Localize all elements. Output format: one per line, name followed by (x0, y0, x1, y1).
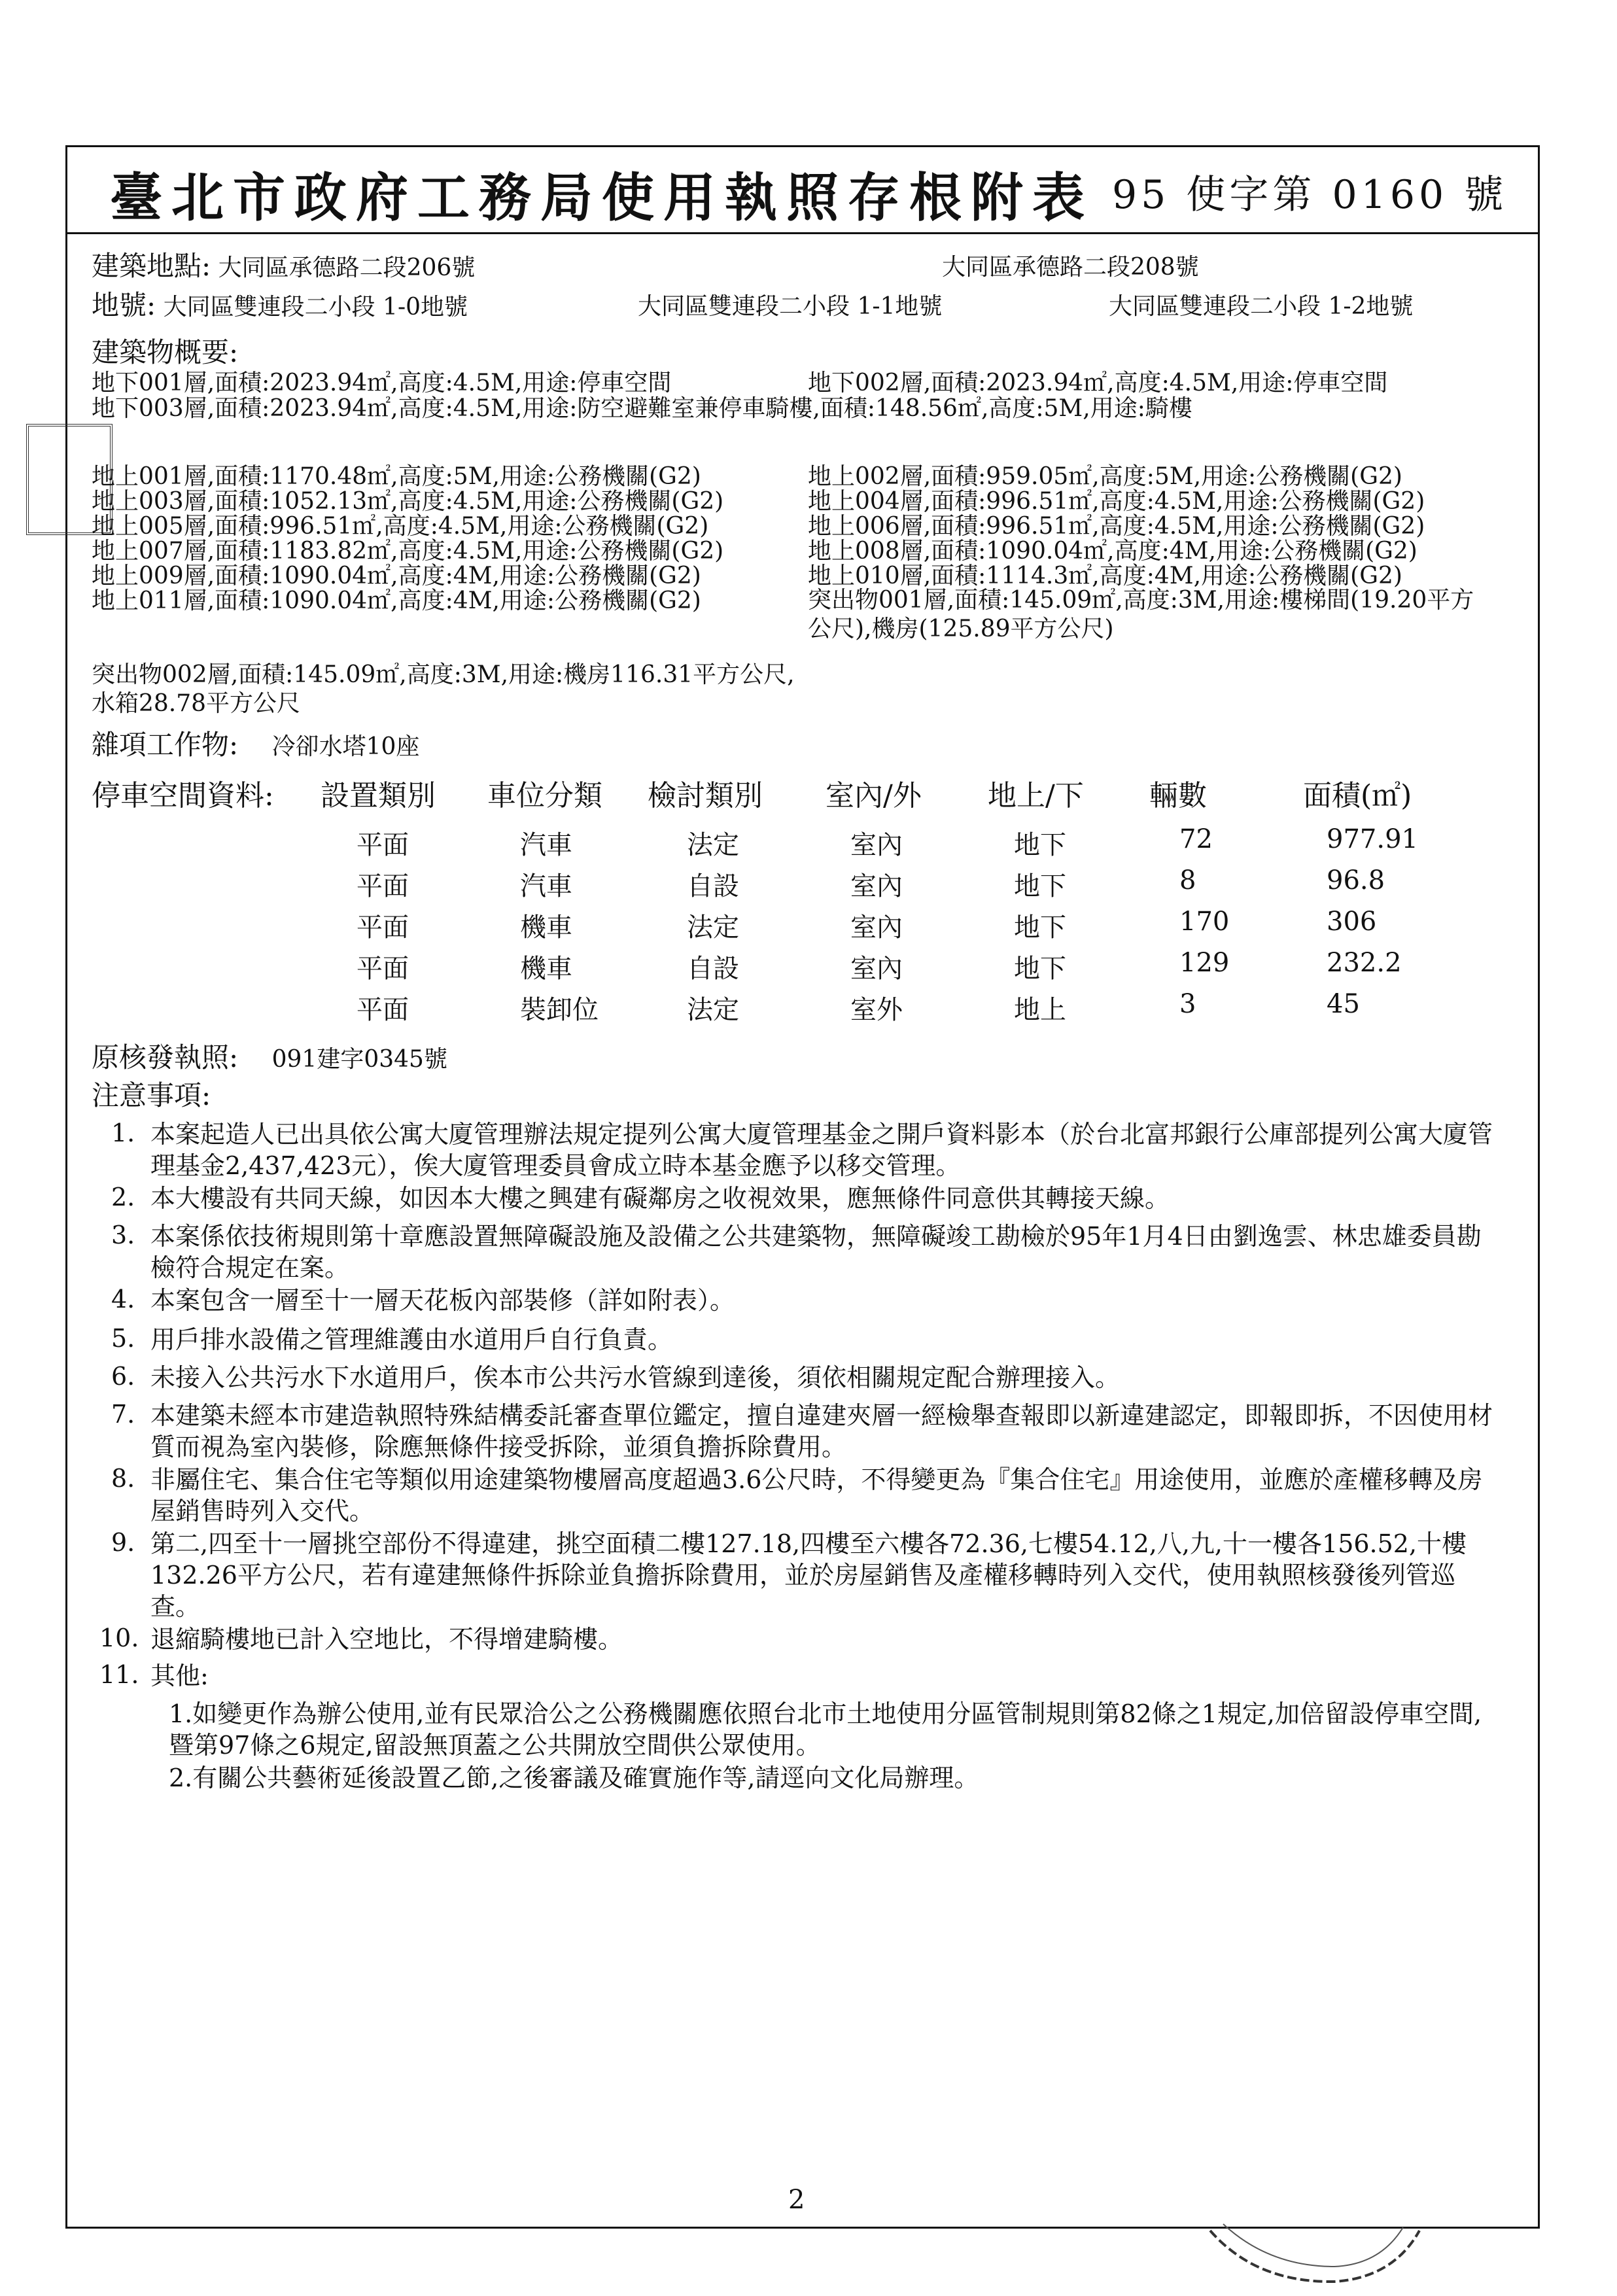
parking-cell: 自設 (687, 954, 739, 984)
overview-line: 突出物001層,面積:145.09㎡,高度:3M,用途:樓梯間(19.20平方公尺),機房(125.89平方公尺) (808, 587, 1474, 642)
note-text: 其他: (150, 1661, 209, 1690)
original-permit-value: 091建字0345號 (271, 1046, 447, 1073)
overview-line: 地上009層,面積:1090.04㎡,高度:4M,用途:公務機關(G2) (92, 563, 701, 589)
note-text: 退縮騎樓地已計入空地比，不得增建騎樓。 (150, 1625, 623, 1654)
parking-cell: 平面 (356, 871, 409, 901)
parking-cell: 地下 (1014, 913, 1066, 943)
parking-cell: 地上 (1014, 995, 1066, 1025)
location-label: 建築地點: (92, 250, 211, 282)
parking-cell: 地下 (1014, 830, 1066, 860)
parking-cell: 自設 (687, 871, 739, 901)
note-text: 本案係依技術規則第十章應設置無障礙設施及設備之公共建築物，無障礙竣工勘檢於95年1月4日由劉逸雲、林忠雄委員勘檢符合規定在案。 (150, 1222, 1482, 1282)
overview-line: 地下003層,面積:2023.94㎡,高度:4.5M,用途:防空避難室兼停車騎樓,面積:148.56㎡,高度:5M,用途:騎樓 (92, 395, 1192, 422)
parking-cell: 平面 (356, 954, 409, 984)
seal-stamp-icon (1204, 2204, 1426, 2296)
overview-line: 地上003層,面積:1052.13㎡,高度:4.5M,用途:公務機關(G2) (92, 488, 724, 515)
overview-line: 地下001層,面積:2023.94㎡,高度:4.5M,用途:停車空間 (92, 370, 672, 396)
overview-label: 建築物概要: (92, 336, 239, 368)
parking-cell: 室外 (850, 995, 903, 1025)
note-text: 未接入公共污水下水道用戶，俟本市公共污水管線到達後，須依相關規定配合辦理接入。 (150, 1363, 1121, 1392)
parking-cell: 地下 (1014, 871, 1066, 901)
note-text: 非屬住宅、集合住宅等類似用途建築物樓層高度超過3.6公尺時，不得變更為『集合住宅』用途使用，並應於產權移轉及房屋銷售時列入交代。 (150, 1465, 1483, 1525)
overview-line: 地上006層,面積:996.51㎡,高度:4.5M,用途:公務機關(G2) (808, 513, 1425, 540)
parking-cell: 129 (1179, 948, 1230, 978)
overview-line: 地上011層,面積:1090.04㎡,高度:4M,用途:公務機關(G2) (92, 587, 701, 614)
lot-label: 地號: (92, 289, 156, 321)
location-value-2: 大同區承德路二段208號 (942, 254, 1199, 281)
note-number: 9. (111, 1528, 135, 1557)
parking-cell: 地下 (1014, 954, 1066, 984)
parking-cell: 室內 (850, 830, 903, 860)
original-permit-label: 原核發執照: (92, 1041, 239, 1073)
parking-cell: 170 (1179, 907, 1230, 937)
location-row (92, 252, 475, 282)
parking-cell: 法定 (687, 995, 739, 1025)
lot-row (92, 289, 468, 321)
note-number: 1. (111, 1119, 135, 1147)
parking-cell: 8 (1179, 865, 1196, 896)
permit-number: 95 使字第 0160 號 (1112, 172, 1508, 218)
overview-line: 地上008層,面積:1090.04㎡,高度:4M,用途:公務機關(G2) (808, 538, 1417, 565)
note-text: 本案起造人已出具依公寓大廈管理辦法規定提列公寓大廈管理基金之開戶資料影本（於台北富邦銀行公庫部提列公寓大廈管理基金2,437,423元），俟大廈管理委員會成立時本基金應予以移交管理。 (150, 1120, 1493, 1180)
note-number: 7. (111, 1400, 135, 1429)
parking-cell: 232.2 (1327, 948, 1402, 978)
parking-cell: 汽車 (520, 871, 572, 901)
header-divider (65, 232, 1540, 234)
note-number: 3. (111, 1221, 135, 1249)
lot-value-2: 大同區雙連段二小段 1-1地號 (638, 293, 943, 320)
overview-line: 地上005層,面積:996.51㎡,高度:4.5M,用途:公務機關(G2) (92, 513, 709, 540)
overview-line: 地上004層,面積:996.51㎡,高度:4.5M,用途:公務機關(G2) (808, 488, 1425, 515)
parking-label: 停車空間資料: (92, 779, 274, 812)
note-number: 8. (111, 1464, 135, 1493)
overview-extra: 突出物002層,面積:145.09㎡,高度:3M,用途:機房116.31平方公尺,水箱28.78平方公尺 (92, 661, 795, 717)
parking-header: 設置類別 (321, 779, 436, 812)
parking-cell: 977.91 (1327, 824, 1418, 854)
misc-label: 雜項工作物: (92, 729, 239, 761)
parking-cell: 室內 (850, 871, 903, 901)
page-title: 臺北市政府工務局使用執照存根附表 (110, 167, 1094, 228)
parking-header: 室內/外 (826, 779, 922, 812)
parking-cell: 3 (1179, 989, 1196, 1019)
parking-cell: 室內 (850, 913, 903, 943)
lot-value-1: 大同區雙連段二小段 1-0地號 (163, 294, 468, 321)
parking-cell: 平面 (356, 913, 409, 943)
note-text: 本案包含一層至十一層天花板內部裝修（詳如附表）。 (150, 1286, 735, 1315)
note-sub-item: 1.如變更作為辦公使用,並有民眾洽公之公務機關應依照台北市土地使用分區管制規則第82條之1規定,加倍留設停車空間,暨第97條之6規定,留設無頂蓋之公共開放空間供公眾使用。 (169, 1699, 1482, 1760)
note-number: 2. (111, 1183, 135, 1211)
page-number: 2 (788, 2185, 805, 2215)
note-text: 本大樓設有共同天線，如因本大樓之興建有礙鄰房之收視效果，應無條件同意供其轉接天線。 (150, 1184, 1170, 1213)
notes-label: 注意事項: (92, 1079, 211, 1111)
parking-header: 面積(㎡) (1303, 779, 1412, 812)
misc-row (92, 731, 419, 761)
note-number: 11. (99, 1660, 139, 1689)
parking-header: 地上/下 (988, 779, 1084, 812)
parking-header: 輛數 (1149, 779, 1207, 812)
parking-cell: 法定 (687, 830, 739, 860)
note-sub-item: 2.有關公共藝術延後設置乙節,之後審議及確實施作等,請逕向文化局辦理。 (169, 1764, 979, 1792)
location-value-1: 大同區承德路二段206號 (218, 254, 476, 281)
note-number: 5. (111, 1324, 135, 1353)
parking-cell: 96.8 (1327, 865, 1385, 896)
parking-cell: 汽車 (520, 830, 572, 860)
parking-cell: 室內 (850, 954, 903, 984)
overview-line: 地上001層,面積:1170.48㎡,高度:5M,用途:公務機關(G2) (92, 463, 701, 490)
note-text: 本建築未經本市建造執照特殊結構委託審查單位鑑定，擅自違建夾層一經檢舉查報即以新違建認定，即報即拆，不因使用材質而視為室內裝修，除應無條件接受拆除，並須負擔拆除費用。 (150, 1401, 1493, 1461)
note-text: 第二,四至十一層挑空部份不得違建，挑空面積二樓127.18,四樓至六樓各72.36,七樓54.12,八,九,十一樓各156.52,十樓132.26平方公尺，若有違建無條件拆除並負擔拆除費用，並於房屋銷售及產權移轉時列入交代，使用執照核發後列管巡查。 (150, 1529, 1467, 1621)
parking-cell: 裝卸位 (520, 995, 599, 1025)
note-number: 10. (99, 1624, 139, 1652)
overview-line: 地下002層,面積:2023.94㎡,高度:4.5M,用途:停車空間 (808, 370, 1388, 396)
parking-cell: 法定 (687, 913, 739, 943)
note-number: 4. (111, 1285, 135, 1313)
note-number: 6. (111, 1362, 135, 1391)
parking-cell: 機車 (520, 913, 572, 943)
overview-line: 地上002層,面積:959.05㎡,高度:5M,用途:公務機關(G2) (808, 463, 1402, 490)
misc-value: 冷卻水塔10座 (271, 733, 420, 760)
overview-line: 地上007層,面積:1183.82㎡,高度:4.5M,用途:公務機關(G2) (92, 538, 724, 565)
note-text: 用戶排水設備之管理維護由水道用戶自行負責。 (150, 1325, 673, 1354)
parking-cell: 平面 (356, 830, 409, 860)
lot-value-3: 大同區雙連段二小段 1-2地號 (1109, 293, 1414, 320)
overview-line: 地上010層,面積:1114.3㎡,高度:4M,用途:公務機關(G2) (808, 563, 1402, 589)
parking-cell: 45 (1327, 989, 1360, 1019)
parking-cell: 306 (1327, 907, 1377, 937)
parking-header: 檢討類別 (648, 779, 763, 812)
parking-header: 車位分類 (487, 779, 602, 812)
parking-cell: 機車 (520, 954, 572, 984)
parking-cell: 72 (1179, 824, 1213, 854)
parking-cell: 平面 (356, 995, 409, 1025)
original-permit-row (92, 1041, 447, 1073)
